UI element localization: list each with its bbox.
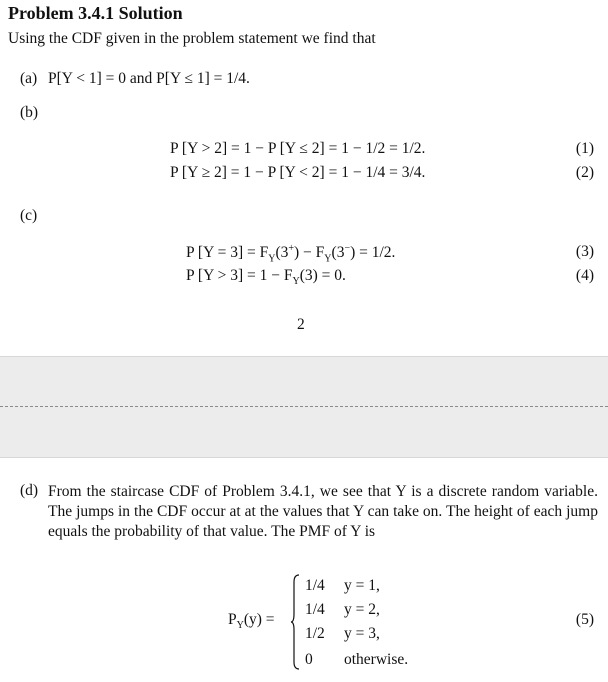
pmf-condition-1: y = 1, — [344, 577, 380, 594]
eq4-tail: (3) = 0. — [299, 267, 346, 284]
page-break-line — [0, 406, 608, 407]
part-d-label: (d) — [20, 482, 39, 499]
pmf-condition-3: y = 3, — [344, 625, 380, 642]
pmf-value-3: 1/2 — [305, 625, 325, 642]
left-brace-icon — [290, 574, 300, 670]
equation-number-1: (1) — [575, 140, 594, 157]
pmf-value-1: 1/4 — [305, 577, 325, 594]
page-number: 2 — [297, 316, 305, 333]
pmf-condition-4: otherwise. — [344, 651, 409, 668]
page-title: Problem 3.4.1 Solution — [8, 3, 183, 23]
eq4-sub: Y — [292, 276, 300, 288]
part-a-label: (a) — [20, 70, 38, 87]
pmf-value-4: 0 — [305, 651, 313, 668]
equation-4 — [186, 267, 346, 287]
eq3-sub: Y — [268, 253, 276, 265]
equation-number-3: (3) — [575, 243, 594, 260]
page-break-gap — [0, 356, 608, 458]
pmf-lhs-tail: (y) = — [243, 611, 275, 628]
equation-1: P [Y > 2] = 1 − P [Y ≤ 2] = 1 − 1/2 = 1/2. — [170, 140, 426, 157]
eq3-mid2: ) − F — [294, 244, 325, 262]
intro-text: Using the CDF given in the problem statement we find that — [8, 30, 376, 47]
eq3-sup2: − — [344, 243, 351, 254]
equation-2: P [Y ≥ 2] = 1 − P [Y < 2] = 1 − 1/4 = 3/4. — [170, 164, 426, 181]
equation-number-5: (5) — [575, 611, 594, 628]
equation-number-4: (4) — [575, 267, 594, 284]
part-c-label: (c) — [20, 207, 38, 224]
eq3-mid: (3 — [275, 244, 289, 262]
pmf-value-2: 1/4 — [305, 601, 325, 618]
eq3-part: P [Y = 3] = F — [186, 244, 269, 262]
eq3-tail: ) = 1/2. — [350, 244, 396, 262]
pmf-condition-2: y = 2, — [344, 601, 380, 618]
eq4-part: P [Y > 3] = 1 − F — [186, 267, 293, 284]
pmf-lhs-sub: Y — [236, 620, 244, 632]
equation-number-2: (2) — [575, 164, 594, 181]
equation-3 — [186, 243, 395, 264]
eq3-sup: + — [288, 243, 295, 254]
pmf-lhs — [228, 611, 275, 631]
pmf-lhs-p: P — [228, 611, 237, 628]
eq3-end: (3 — [331, 244, 345, 262]
part-a-text: P[Y < 1] = 0 and P[Y ≤ 1] = 1/4. — [48, 70, 250, 87]
eq3-sub2: Y — [324, 253, 332, 265]
part-b-label: (b) — [20, 104, 39, 121]
part-d-text: From the staircase CDF of Problem 3.4.1, we see that Y is a discrete random variable. The jumps in the CDF occur at at the values that Y can take on. The height of each jump equals the probability of that value. The PMF of Y is — [48, 483, 598, 540]
